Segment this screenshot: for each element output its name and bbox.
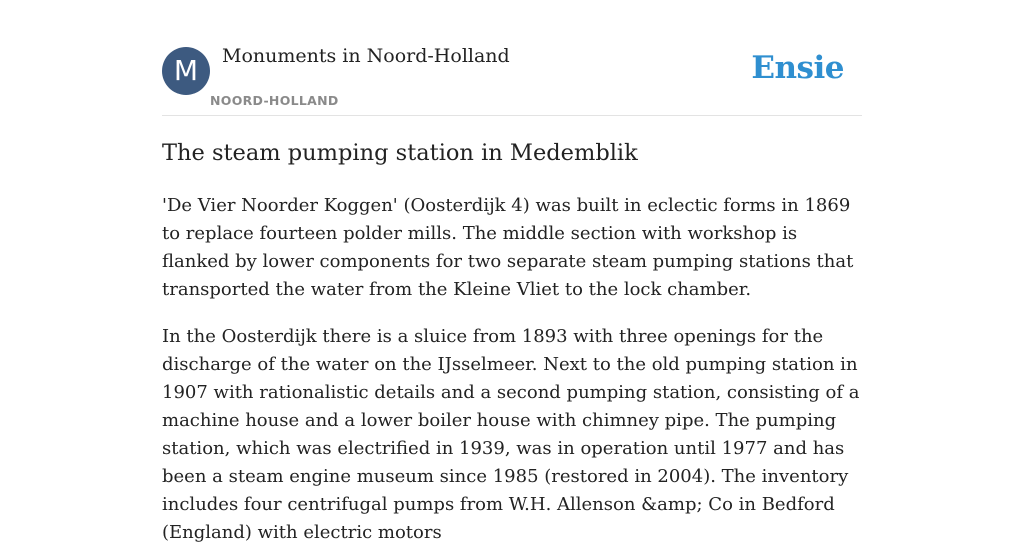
article-title: The steam pumping station in Medemblik: [162, 140, 638, 166]
category-subtitle[interactable]: NOORD-HOLLAND: [210, 93, 339, 108]
content-container: [162, 0, 862, 543]
header: [162, 0, 862, 116]
brand-logo[interactable]: Ensie: [751, 50, 844, 86]
category-title[interactable]: Monuments in Noord-Holland: [222, 45, 510, 67]
article-paragraph: 'De Vier Noorder Koggen' (Oosterdijk 4) was built in eclectic forms in 1869 to replace fourteen polder mills. The middle section with workshop is flanked by lower components for two separate steam pumping stations that transported the water from the Kleine Vliet to the lock chamber.: [162, 195, 854, 300]
avatar[interactable]: M: [162, 47, 210, 95]
article-paragraph: In the Oosterdijk there is a sluice from 1893 with three openings for the discharge of the water on the IJsselmeer. Next to the old pumping station in 1907 with rationalistic details and a second pumping station, consisting of a machine house and a lower boiler house with chimney pipe. The pumping station, which was electrified in 1939, was in operation until 1977 and has been a steam engine museum since 1985 (restored in 2004). The inventory includes four centrifugal pumps from W.H. Allenson &amp; Co in Bedford (England) with electric motors: [162, 326, 860, 543]
